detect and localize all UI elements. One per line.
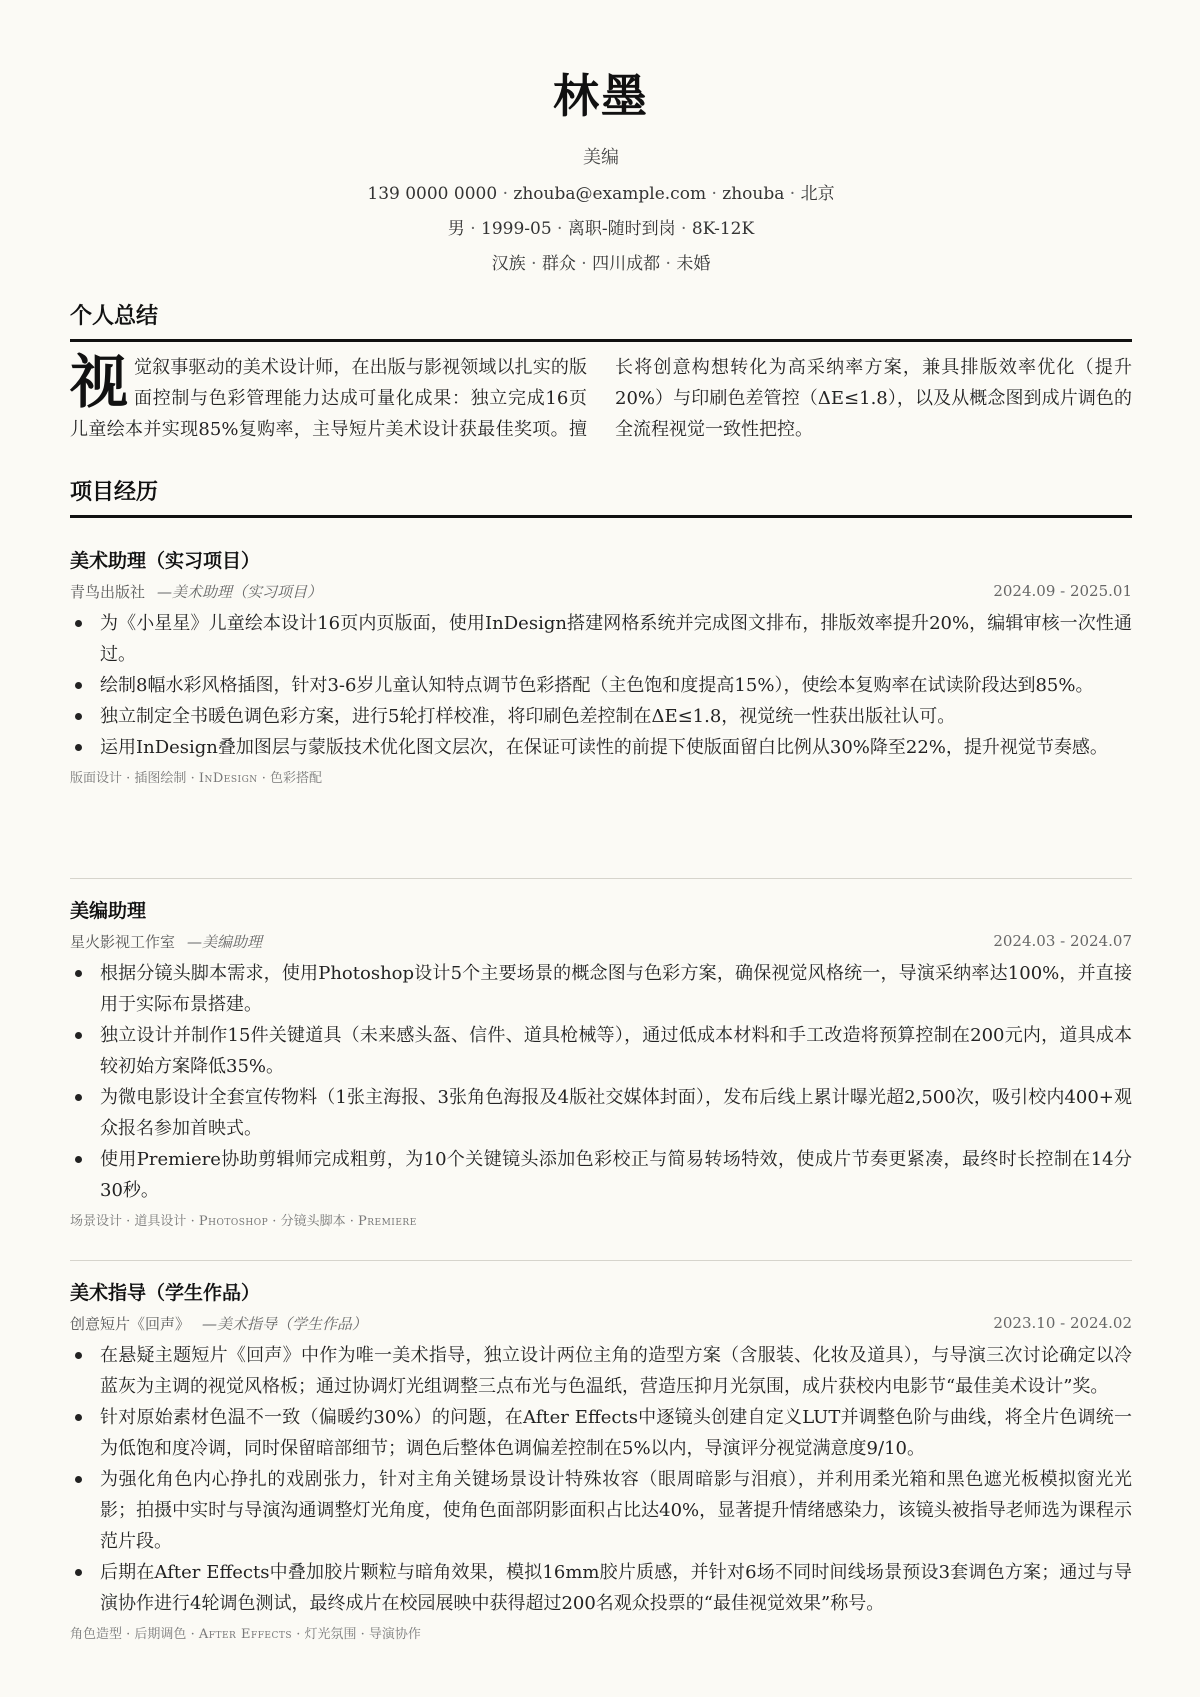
bullet-item <box>70 1340 1132 1402</box>
gender: 男 <box>447 219 465 239</box>
bullet-text: 为《小星星》儿童绘本设计16页内页版面，使用InDesign搭建网格系统并完成图文排布，排版效率提升20%，编辑审核一次性通过。 <box>100 613 1132 665</box>
project-meta <box>70 580 1132 602</box>
salary: 8K-12K <box>691 219 755 239</box>
tag: After Effects <box>198 1627 293 1642</box>
project-bullets <box>70 958 1132 1206</box>
bullet-item <box>70 608 1132 670</box>
email-link[interactable]: zhouba@example.com <box>513 184 707 204</box>
tag: InDesign <box>198 771 258 786</box>
bullet-item <box>70 1144 1132 1206</box>
summary-body: 觉叙事驱动的美术设计师，在出版与影视领域以扎实的版面控制与色彩管理能力达成可量化成果：独立完成16页儿童绘本并实现85%复购率，主导短片美术设计获最佳奖项。擅长将创意构想转化为高采纳率方案，兼具排版效率优化（提升20%）与印刷色差管控（ΔE≤1.8），以及从概念图到成片调色的全流程视觉一致性把控。 <box>70 357 1132 440</box>
bullet-item <box>70 732 1132 763</box>
tag: Premiere <box>357 1214 417 1229</box>
bullet-dot-icon <box>75 1156 82 1163</box>
bullet-item <box>70 670 1132 701</box>
project-item <box>70 898 1132 1261</box>
bullet-dot-icon <box>75 970 82 977</box>
candidate-role: 美编 <box>583 147 619 168</box>
tag: 导演协作 <box>368 1627 421 1642</box>
resume-page <box>70 0 1132 1642</box>
tag: 角色造型 <box>70 1627 123 1642</box>
project-tags: 版面设计 · 插图绘制 · InDesign · 色彩搭配 <box>70 771 323 786</box>
bullet-dot-icon <box>75 1414 82 1421</box>
political-status: 群众 <box>541 254 576 274</box>
project-title: 美术助理（实习项目） <box>70 550 261 572</box>
tag: 版面设计 <box>70 771 123 786</box>
birth: 1999-05 <box>481 219 552 239</box>
contact-line: 139 0000 0000 · zhouba@example.com · zhouba · 北京 <box>367 184 835 204</box>
ethnicity: 汉族 <box>491 254 526 274</box>
bullet-text: 针对原始素材色温不一致（偏暖约30%）的问题，在After Effects中逐镜头创建自定义LUT并调整色阶与曲线，将全片色调统一为低饱和度冷调，同时保留暗部细节；调色后整体色调偏差控制在5%以内，导演评分视觉满意度9/10。 <box>100 1407 1132 1459</box>
project-bullets <box>70 608 1132 763</box>
bullet-item <box>70 701 1132 732</box>
project-org <box>70 581 322 602</box>
tag: 后期调色 <box>134 1627 187 1642</box>
bullet-text: 根据分镜头脚本需求，使用Photoshop设计5个主要场景的概念图与色彩方案，确保视觉风格统一，导演采纳率达100%，并直接用于实际布景搭建。 <box>100 963 1132 1015</box>
project-title: 美编助理 <box>70 900 147 922</box>
org-role: —美术助理（实习项目） <box>157 582 323 601</box>
hometown: 四川成都 <box>592 254 661 274</box>
dropcap: 视 <box>70 348 129 416</box>
bullet-item <box>70 1464 1132 1557</box>
project-date: 2023.10 - 2024.02 <box>993 1314 1132 1332</box>
project-item <box>70 1280 1132 1697</box>
bullet-text: 独立制定全书暖色调色彩方案，进行5轮打样校准，将印刷色差控制在ΔE≤1.8，视觉统一性获出版社认可。 <box>100 706 956 727</box>
marital-status: 未婚 <box>676 254 711 274</box>
bullet-dot-icon <box>75 713 82 720</box>
job-status: 离职-随时到岗 <box>567 219 676 239</box>
project-meta <box>70 1312 1132 1334</box>
project-date: 2024.09 - 2025.01 <box>993 582 1132 600</box>
bullet-text: 独立设计并制作15件关键道具（未来感头盔、信件、道具枪械等），通过低成本材料和手工改造将预算控制在200元内，道具成本较初始方案降低35%。 <box>100 1025 1132 1077</box>
projects-section <box>70 478 1132 518</box>
bullet-item <box>70 1020 1132 1082</box>
org-role: —美编助理 <box>187 932 263 951</box>
tag: 色彩搭配 <box>270 771 323 786</box>
bullet-dot-icon <box>75 1476 82 1483</box>
project-tags: 场景设计 · 道具设计 · Photoshop · 分镜头脚本 · Premiere <box>70 1214 417 1229</box>
tag: 插图绘制 <box>134 771 187 786</box>
bullet-text: 为强化角色内心挣扎的戏剧张力，针对主角关键场景设计特殊妆容（眼周暗影与泪痕），并利用柔光箱和黑色遮光板模拟窗光光影；拍摄中实时与导演沟通调整灯光角度，使角色面部阴影面积占比达40%，显著提升情绪感染力，该镜头被指导老师选为课程示范片段。 <box>100 1469 1132 1552</box>
resume-header <box>70 0 1132 276</box>
bullet-dot-icon <box>75 620 82 627</box>
username: zhouba <box>722 184 785 204</box>
project-tags: 角色造型 · 后期调色 · After Effects · 灯光氛围 · 导演协作 <box>70 1627 421 1642</box>
org-role: —美术指导（学生作品） <box>202 1314 368 1333</box>
bullet-text: 绘制8幅水彩风格插图，针对3-6岁儿童认知特点调节色彩搭配（主色饱和度提高15%），使绘本复购率在试读阶段达到85%。 <box>100 675 1094 696</box>
projects-title: 项目经历 <box>70 478 1132 518</box>
city: 北京 <box>800 184 835 204</box>
project-bullets <box>70 1340 1132 1619</box>
bullet-dot-icon <box>75 1569 82 1576</box>
bullet-dot-icon <box>75 1094 82 1101</box>
project-date: 2024.03 - 2024.07 <box>993 932 1132 950</box>
bullet-text: 运用InDesign叠加图层与蒙版技术优化图文层次，在保证可读性的前提下使版面留白比例从30%降至22%，提升视觉节奏感。 <box>100 737 1108 758</box>
summary-section <box>70 302 1132 445</box>
org-name: 星火影视工作室 <box>70 932 176 951</box>
bullet-item <box>70 1402 1132 1464</box>
tag: 道具设计 <box>134 1214 187 1229</box>
bullet-item <box>70 1082 1132 1144</box>
bullet-dot-icon <box>75 1032 82 1039</box>
tag: 分镜头脚本 <box>280 1214 346 1229</box>
bullet-text: 在悬疑主题短片《回声》中作为唯一美术指导，独立设计两位主角的造型方案（含服装、化妆及道具），与导演三次讨论确定以冷蓝灰为主调的视觉风格板；通过协调灯光组调整三点布光与色温纸，营造压抑月光氛围，成片获校内电影节“最佳美术设计”奖。 <box>100 1345 1132 1397</box>
org-name: 青鸟出版社 <box>70 582 146 601</box>
tag: 场景设计 <box>70 1214 123 1229</box>
bullet-dot-icon <box>75 744 82 751</box>
bullet-text: 使用Premiere协助剪辑师完成粗剪，为10个关键镜头添加色彩校正与简易转场特效，使成片节奏更紧凑，最终时长控制在14分30秒。 <box>100 1149 1132 1201</box>
org-name: 创意短片《回声》 <box>70 1314 191 1333</box>
bullet-item <box>70 1557 1132 1619</box>
project-org <box>70 931 262 952</box>
basic-info-line: 男 · 1999-05 · 离职-随时到岗 · 8K-12K <box>447 219 755 239</box>
summary-title: 个人总结 <box>70 302 1132 342</box>
project-meta <box>70 930 1132 952</box>
bullet-dot-icon <box>75 682 82 689</box>
tag: 灯光氛围 <box>304 1627 357 1642</box>
project-title: 美术指导（学生作品） <box>70 1282 261 1304</box>
personal-info-line: 汉族 · 群众 · 四川成都 · 未婚 <box>491 254 711 274</box>
project-item <box>70 548 1132 879</box>
summary-text <box>70 348 1132 445</box>
tag: Photoshop <box>198 1214 269 1229</box>
bullet-dot-icon <box>75 1352 82 1359</box>
candidate-name: 林墨 <box>553 69 649 123</box>
phone: 139 0000 0000 <box>367 184 498 204</box>
bullet-item <box>70 958 1132 1020</box>
bullet-text: 后期在After Effects中叠加胶片颗粒与暗角效果，模拟16mm胶片质感，并针对6场不同时间线场景预设3套调色方案；通过与导演协作进行4轮调色测试，最终成片在校园展映中获得超过200名观众投票的“最佳视觉效果”称号。 <box>100 1562 1132 1614</box>
bullet-text: 为微电影设计全套宣传物料（1张主海报、3张角色海报及4版社交媒体封面），发布后线上累计曝光超2,500次，吸引校内400+观众报名参加首映式。 <box>100 1087 1132 1139</box>
project-org <box>70 1313 367 1334</box>
